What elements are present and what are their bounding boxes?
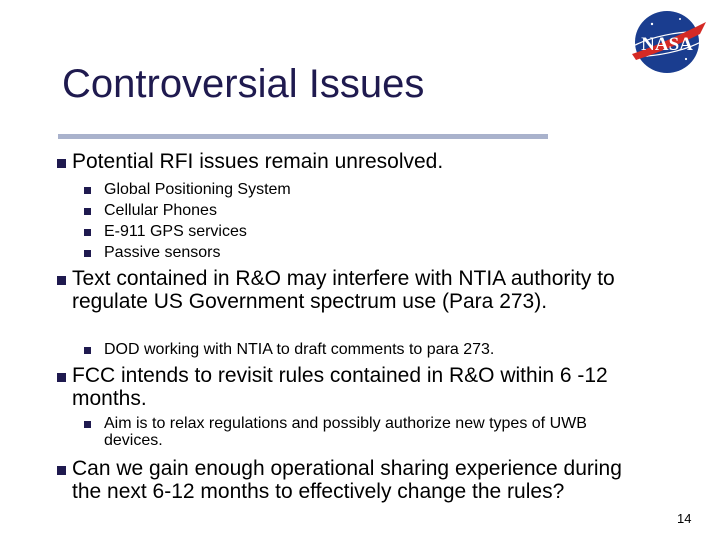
sub-bullet-item: Cellular Phones [104,202,217,219]
sub-bullet-marker [84,347,91,354]
nasa-logo-text: NASA [641,34,693,55]
sub-bullet-marker [84,421,91,428]
sub-bullet-marker [84,250,91,257]
sub-bullet-marker [84,208,91,215]
sub-bullet-item: E-911 GPS services [104,223,247,240]
nasa-logo-icon [622,4,712,76]
bullet-item: Text contained in R&O may interfere with NTIA authority to regulate US Government spectrum use (Para 273). [72,267,615,313]
bullet-marker [57,159,66,168]
bullet-marker [57,466,66,475]
page-number: 14 [677,511,692,526]
bullet-item: Potential RFI issues remain unresolved. [72,150,444,173]
slide-title: Controversial Issues [62,62,425,106]
title-underline [58,134,548,139]
sub-bullet-item: DOD working with NTIA to draft comments to para 273. [104,341,495,358]
bullet-marker [57,373,66,382]
sub-bullet-marker [84,187,91,194]
bullet-item: FCC intends to revisit rules contained in R&O within 6 -12 months. [72,364,608,410]
sub-bullet-item: Global Positioning System [104,181,291,198]
sub-bullet-marker [84,229,91,236]
sub-bullet-item: Aim is to relax regulations and possibly authorize new types of UWB devices. [104,415,587,449]
bullet-marker [57,276,66,285]
bullet-item: Can we gain enough operational sharing experience during the next 6-12 months to effectively change the rules? [72,457,622,503]
sub-bullet-item: Passive sensors [104,244,221,261]
